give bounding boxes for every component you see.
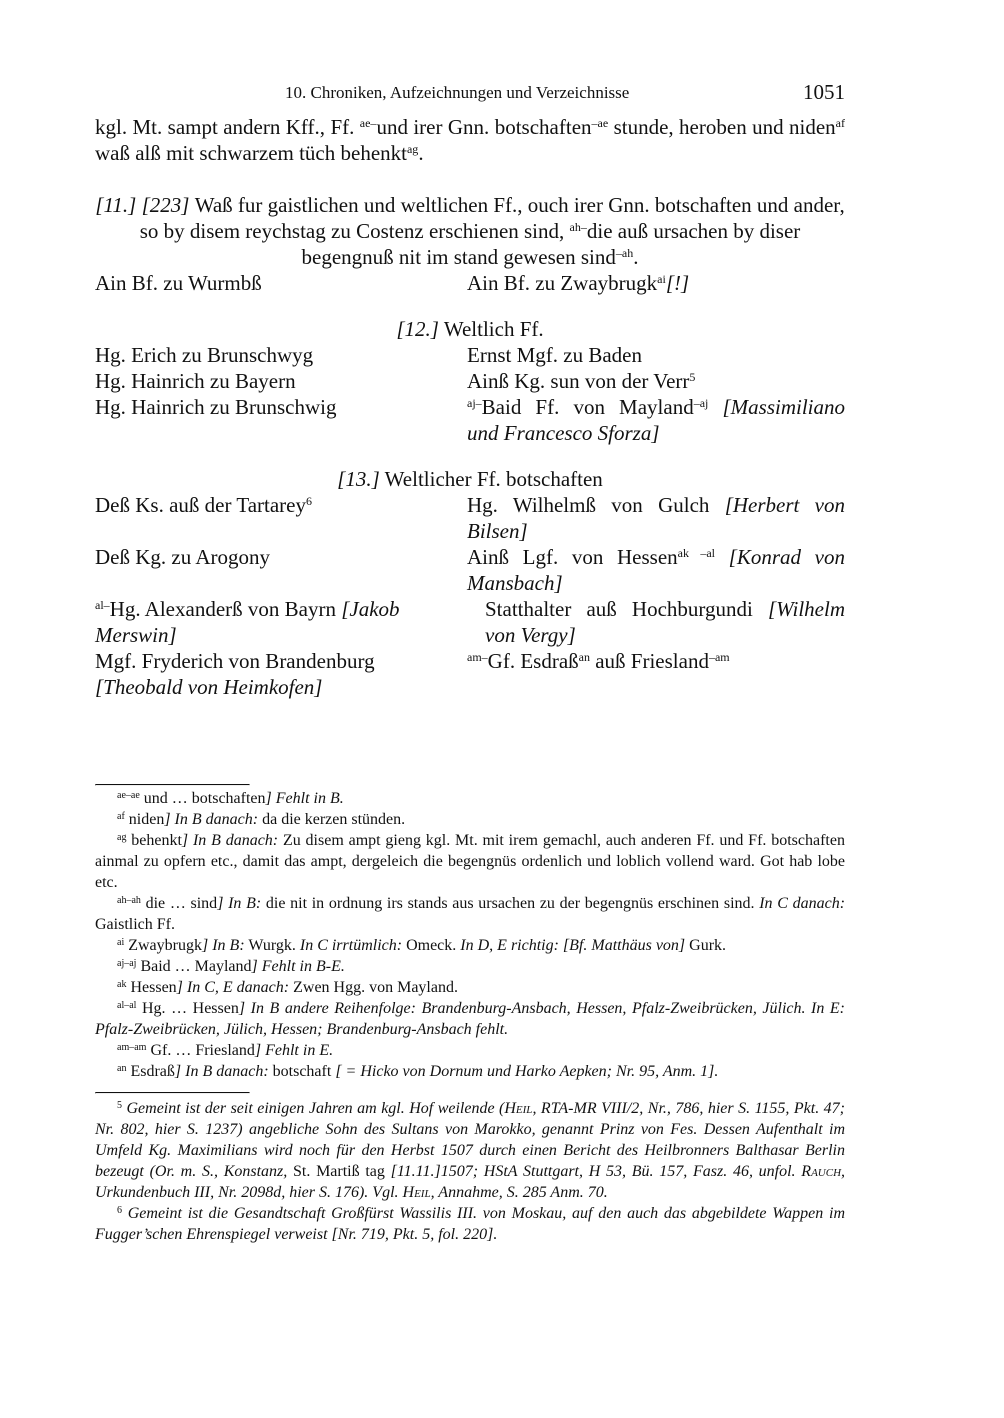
apparatus-note: $^{ae-ae}$ und … botschaften] Fehlt in B.: [117, 790, 344, 807]
running-head: 10. Chroniken, Aufzeichnungen und Verzeichnisse: [285, 83, 630, 102]
document-page: [95, 80, 845, 1245]
entry-left: Mgf. Fryderich von Brandenburg [Theobald von Heimkofen]: [95, 649, 375, 699]
apparatus-note: $^{an}$ Esdraß] In B danach: botschaft [ = Hicko von Dornum und Harko Aepken; Nr. 95, Anm. 1].: [117, 1063, 719, 1080]
footnote: $^5$ Gemeint ist der seit einigen Jahren am kgl. Hof weilende (Heil, RTA-MR VIII/2, Nr., 786, hier S. 1155, Pkt. 47; Nr. 802, hier S. 1237) angebliche Sohn des Sultans von Marokko, genannt Prinz von Fes. Dessen Aufenthalt im Umfeld Kg. Maximilians wird noch für den Herbst 1507 durch einen Bericht des Heilbronners Balthasar Berlin bezeugt (Or. m. S., Konstanz, St. Martiß tag [11.11.]1507; HStA Stuttgart, H 53, Bü. 157, Fasz. 46, unfol. Rauch, Urkundenbuch III, Nr. 2098d, hier S. 176). Vgl. Heil, Annahme, S. 285 Anm. 70.: [95, 1100, 846, 1201]
apparatus-note: $^{ak}$ Hessen] In C, E danach: Zwen Hgg. von Mayland.: [117, 979, 458, 996]
entry-right: Ainß Lgf. von Hessen$^{ak -al}$ [Konrad von Mansbach]: [467, 545, 845, 595]
section-12-row: [95, 368, 845, 394]
footnote: $^6$ Gemeint ist die Gesandtschaft Großfürst Wassilis III. von Moskau, auf den auch das abgebildete Wappen im Fugger’schen Ehrenspiegel verweist [Nr. 719, Pkt. 5, fol. 220].: [95, 1205, 845, 1243]
entry-right: Ainß Kg. sun von der Verr$^5$: [467, 369, 696, 393]
main-text: [95, 114, 845, 700]
entry-left: Hg. Erich zu Brunschwyg: [95, 343, 314, 367]
note-marker: ah–ah: [117, 895, 141, 906]
note-marker: 5: [117, 1100, 122, 1111]
note-marker: aj–aj: [117, 958, 137, 969]
critical-apparatus: [95, 788, 845, 1082]
apparatus-rule: [95, 784, 250, 786]
note-marker: al–al: [117, 1000, 137, 1011]
footnote-rule: [95, 1092, 250, 1094]
note-marker: ag: [117, 832, 127, 843]
section-13-heading: [13.] Weltlicher Ff. botschaften: [337, 467, 603, 491]
section-11-row: [95, 270, 845, 296]
apparatus-note: $^{ag}$ behenkt] In B danach: Zu disem ampt gieng kgl. Mt. mit irem gemachl, auch anderen Ff. und Ff. botschaften ainmal zu opfern etc., damit das ampt, dergeleich die begengnüs ordenlich und loblich vollend ward. Got hab lobe etc.: [95, 832, 845, 891]
note-marker: ae–ae: [117, 790, 140, 801]
apparatus-note: $^{al-al}$ Hg. … Hessen] In B andere Reihenfolge: Brandenburg-Ansbach, Hessen, Pfalz-Zweibrücken, Jülich. In E: Pfalz-Zweibrücken, Jülich, Hessen; Brandenburg-Ansbach fehlt.: [95, 1000, 846, 1038]
entry-left: Ain Bf. zu Wurmbß: [95, 271, 262, 295]
section-13-row: [95, 492, 845, 544]
footnotes: [95, 1098, 845, 1245]
entry-right: Ernst Mgf. zu Baden: [467, 343, 642, 367]
note-marker: an: [117, 1063, 127, 1074]
entry-right: $^{aj-}$Baid Ff. von Mayland$^{-aj}$ [Massimiliano und Francesco Sforza]: [467, 395, 846, 445]
section-13-row: [95, 596, 845, 648]
section-12-row: [95, 342, 845, 368]
note-marker: af: [117, 811, 125, 822]
note-marker: 6: [117, 1205, 122, 1216]
apparatus-note: $^{aj-aj}$ Baid … Mayland] Fehlt in B-E.: [117, 958, 345, 975]
section-12-row: [95, 394, 845, 446]
entry-left: Deß Kg. zu Arogony: [95, 545, 270, 569]
section-13-row: [95, 544, 845, 596]
apparatus-note: $^{am-am}$ Gf. … Friesland] Fehlt in E.: [117, 1042, 334, 1059]
entry-right: Ain Bf. zu Zwaybrugk$^{ai}$[!]: [467, 271, 690, 295]
apparatus-note: $^{ai}$ Zwaybrugk] In B: Wurgk. In C irrtümlich: Omeck. In D, E richtig: [Bf. Matthäus von] Gurk.: [117, 937, 727, 954]
note-marker: am–am: [117, 1042, 147, 1053]
entry-left: $^{al-}$Hg. Alexanderß von Bayrn [Jakob Merswin]: [95, 597, 400, 647]
entry-left: Deß Ks. auß der Tartarey$^6$: [95, 493, 312, 517]
section-11-heading: [11.] [223] Waß fur gaistlichen und weltlichen Ff., ouch irer Gnn. botschaften und ander, so by disem reychstag zu Costenz erschienen sind, $^{ah-}$die auß ursachen by diser begengnuß nit im stand gewesen sind$^{-ah}$.: [95, 193, 845, 269]
intro-paragraph: kgl. Mt. sampt andern Kff., Ff. $^{ae-}$und irer Gnn. botschaften$^{-ae}$ stunde, heroben und niden$^{af}$ waß alß mit schwarzem tüch behenkt$^{ag}$.: [95, 115, 845, 165]
entry-left: Hg. Hainrich zu Brunschwig: [95, 395, 337, 419]
note-marker: ak: [117, 979, 127, 990]
entry-right: $^{am-}$Gf. Esdraß$^{an}$ auß Friesland$^{-am}$: [467, 649, 730, 673]
page-header: [95, 80, 845, 110]
section-13-row: [95, 648, 845, 700]
entry-left: Hg. Hainrich zu Bayern: [95, 369, 296, 393]
apparatus-note: $^{af}$ niden] In B danach: da die kerzen stünden.: [117, 811, 406, 828]
entry-right: Statthalter auß Hochburgundi [Wilhelm von Vergy]: [485, 597, 845, 647]
page-number: 1051: [803, 80, 845, 104]
section-12-heading: [12.] Weltlich Ff.: [396, 317, 544, 341]
entry-right: Hg. Wilhelmß von Gulch [Herbert von Bilsen]: [467, 493, 846, 543]
note-marker: ai: [117, 937, 125, 948]
apparatus-note: $^{ah-ah}$ die … sind] In B: die nit in ordnung irs stands aus ursachen zu der begengnüs erschinen sind. In C danach: Gaistlich Ff.: [95, 895, 846, 933]
